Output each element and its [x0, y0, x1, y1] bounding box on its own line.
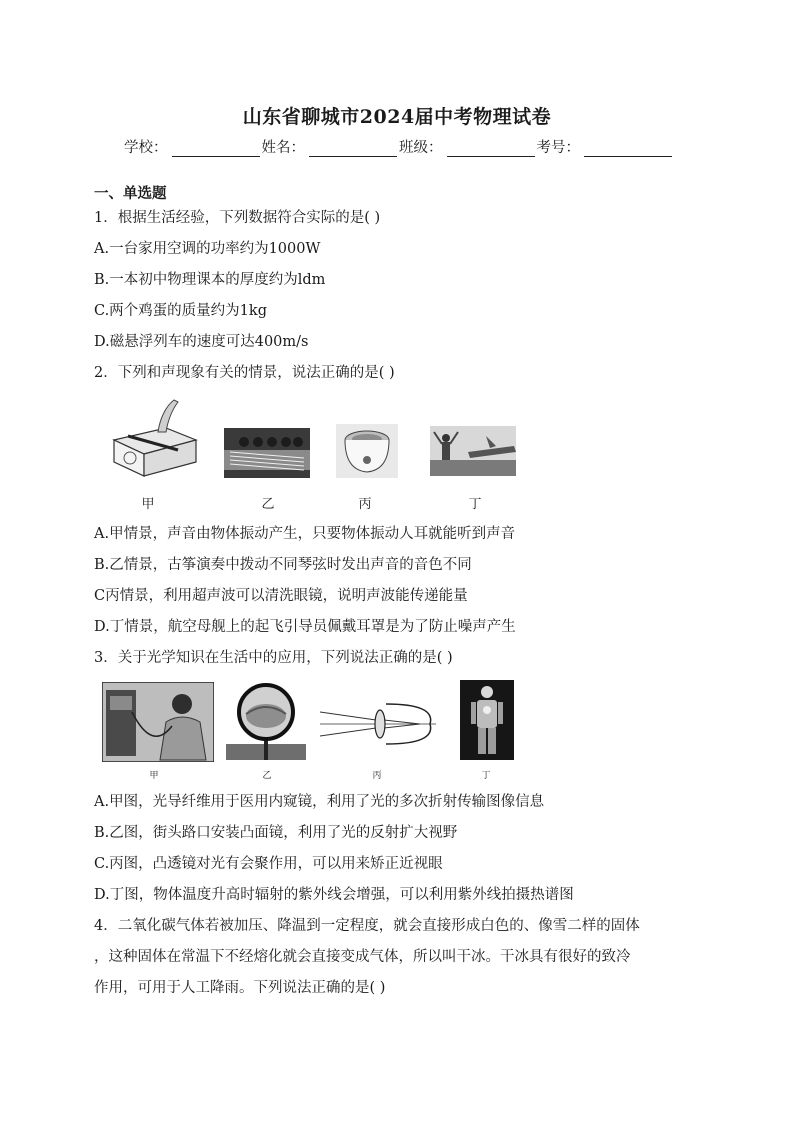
q4-stem-line2: ，这种固体在常温下不经熔化就会直接变成气体，所以叫干冰。干冰具有很好的致冷 [94, 949, 631, 965]
q3-option-a: A.甲图，光导纤维用于医用内窥镜，利用了光的多次折射传输图像信息 [94, 794, 545, 810]
q2-option-c: C丙情景，利用超声波可以清洗眼镜，说明声波能传递能量 [94, 588, 468, 604]
q3-figure-yi [226, 682, 306, 760]
school-field: 学校： [124, 136, 260, 157]
q2-figure-jia [108, 398, 200, 478]
q3-figure-ding [460, 680, 514, 760]
section-heading: 一、单选题 [94, 185, 167, 202]
q3-stem: 3．关于光学知识在生活中的应用，下列说法正确的是( ) [94, 650, 453, 666]
q3-figure-bing [320, 698, 436, 750]
exam-no-field: 考号： [537, 136, 673, 157]
q1-option-d: D.磁悬浮列车的速度可达400m/s [94, 334, 309, 350]
q2-caption-ding: 丁 [468, 497, 482, 512]
class-field: 班级： [399, 136, 535, 157]
q2-stem: 2．下列和声现象有关的情景，说法正确的是( ) [94, 365, 395, 381]
q1-option-b: B.一本初中物理课本的厚度约为ldm [94, 272, 326, 288]
q1-option-c: C.两个鸡蛋的质量约为1kg [94, 303, 267, 319]
q1-stem: 1．根据生活经验，下列数据符合实际的是( ) [94, 210, 381, 226]
q2-caption-jia: 甲 [141, 497, 155, 512]
student-info-row [124, 136, 674, 157]
q3-caption-jia: 甲 [149, 771, 159, 781]
q2-figure-bing [336, 424, 398, 478]
q2-caption-bing: 丙 [358, 497, 372, 512]
q2-caption-yi: 乙 [261, 497, 275, 512]
exam-title: 山东省聊城市2024届中考物理试卷 [242, 106, 552, 128]
school-blank[interactable] [172, 142, 260, 157]
q3-figure-jia [102, 682, 214, 762]
exam-no-blank[interactable] [584, 142, 672, 157]
q3-option-b: B.乙图，街头路口安装凸面镜，利用了光的反射扩大视野 [94, 825, 458, 841]
q1-option-a: A.一台家用空调的功率约为1000W [94, 241, 321, 257]
q2-option-d: D.丁情景，航空母舰上的起飞引导员佩戴耳罩是为了防止噪声产生 [94, 619, 516, 635]
class-blank[interactable] [447, 142, 535, 157]
q2-option-b: B.乙情景，古筝演奏中拨动不同琴弦时发出声音的音色不同 [94, 557, 472, 573]
q3-caption-ding: 丁 [481, 771, 491, 781]
q2-figure-yi [224, 428, 310, 478]
q3-caption-yi: 乙 [262, 771, 272, 781]
q2-option-a: A.甲情景，声音由物体振动产生，只要物体振动人耳就能听到声音 [94, 526, 516, 542]
q3-option-d: D.丁图，物体温度升高时辐射的紫外线会增强，可以利用紫外线拍摄热谱图 [94, 887, 574, 903]
q2-figure-ding [430, 426, 516, 476]
q4-stem-line1: 4．二氧化碳气体若被加压、降温到一定程度，就会直接形成白色的、像雪二样的固体 [94, 918, 640, 934]
q4-stem-line3: 作用，可用于人工降雨。下列说法正确的是( ) [94, 980, 386, 996]
q3-option-c: C.丙图，凸透镜对光有会聚作用，可以用来矫正近视眼 [94, 856, 443, 872]
name-blank[interactable] [309, 142, 397, 157]
name-field: 姓名： [262, 136, 398, 157]
q3-caption-bing: 丙 [372, 771, 382, 781]
